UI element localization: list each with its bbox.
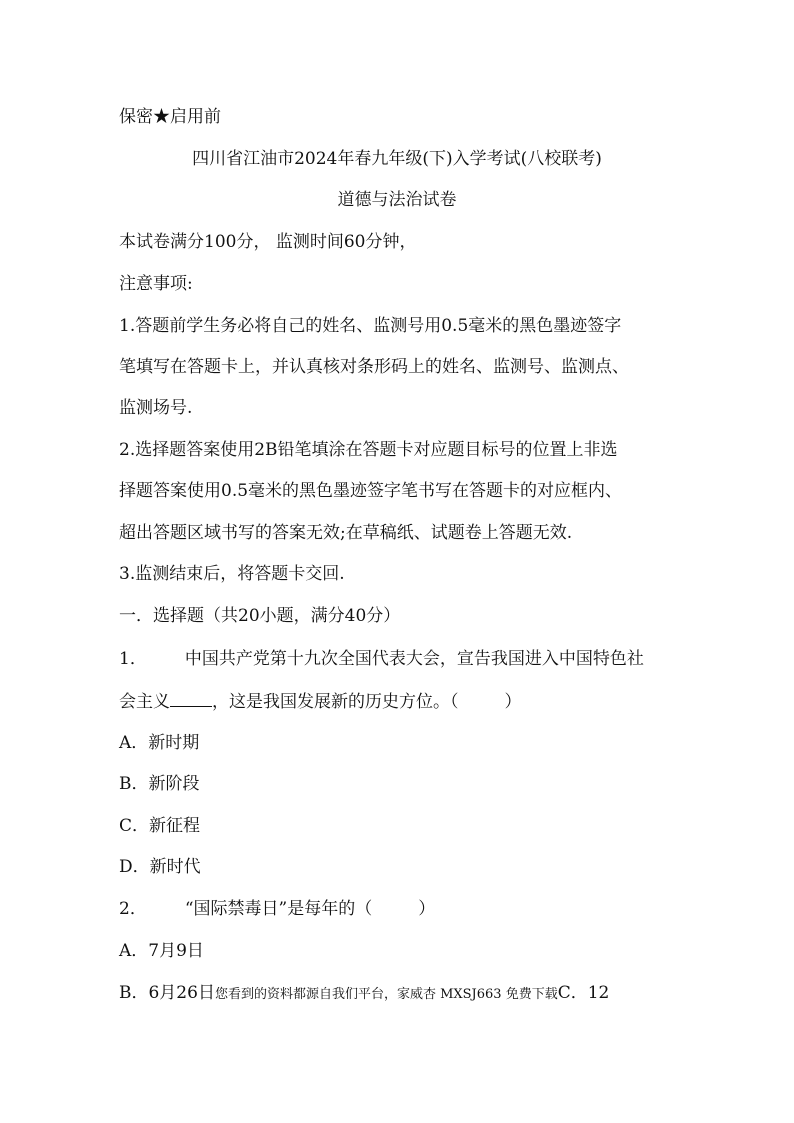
exam-info: 本试卷满分100分， 监测时间60分钟， [119, 232, 417, 252]
promo-text: 您看到的资料都源自我们平台，家威杏 MXSJ663 免费下载 [214, 987, 558, 1002]
option-c: C．新征程 [119, 816, 201, 836]
q2-option-c: C．12 [557, 983, 610, 1003]
note-line: 监测场号. [119, 398, 193, 418]
option-b: B．新阶段 [119, 774, 200, 794]
note-line: 超出答题区域书写的答案无效;在草稿纸、试题卷上答题无效. [119, 523, 573, 543]
question-text: 中国共产党第十九次全国代表大会，宣告我国进入中国特色社 [184, 649, 644, 669]
note-line: 3.监测结束后，将答题卡交回. [119, 564, 345, 584]
question-text: “国际禁毒日”是每年的（ [184, 899, 373, 919]
question-1-stem [119, 649, 699, 669]
option-a: A．新时期 [119, 733, 200, 753]
notes-heading: 注意事项: [119, 274, 193, 294]
question-number: 1． [119, 649, 147, 669]
q2-option-b: B．6月26日 [119, 983, 215, 1003]
note-line: 择题答案使用0.5毫米的黑色墨迹签字笔书写在答题卡的对应框内、 [119, 481, 623, 501]
option-d: D．新时代 [119, 857, 201, 877]
q2-option-a: A．7月9日 [119, 941, 204, 961]
question-text: ，这是我国发展新的历史方位。（ [212, 692, 459, 712]
question-number: 2． [119, 899, 147, 919]
answer-blank [170, 690, 212, 707]
note-line: 笔填写在答题卡上，并认真核对条形码上的姓名、监测号、监测点、 [119, 357, 629, 377]
question-2-stem [119, 899, 699, 919]
question-1-stem-cont [119, 690, 699, 712]
close-paren: ） [504, 692, 522, 712]
q2-option-row [119, 983, 699, 1005]
close-paren: ） [418, 899, 436, 919]
question-text: 会主义 [119, 692, 170, 712]
confidential-mark: 保密★启用前 [119, 107, 221, 127]
section-heading: 一．选择题（共20小题，满分40分） [119, 606, 401, 626]
subject-title: 道德与法治试卷 [337, 190, 457, 210]
note-line: 2.选择题答案使用2B铅笔填涂在答题卡对应题目标号的位置上非选 [119, 440, 618, 460]
exam-title: 四川省江油市2024年春九年级(下)入学考试(八校联考) [192, 149, 602, 169]
note-line: 1.答题前学生务必将自己的姓名、监测号用0.5毫米的黑色墨迹签字 [119, 316, 622, 336]
